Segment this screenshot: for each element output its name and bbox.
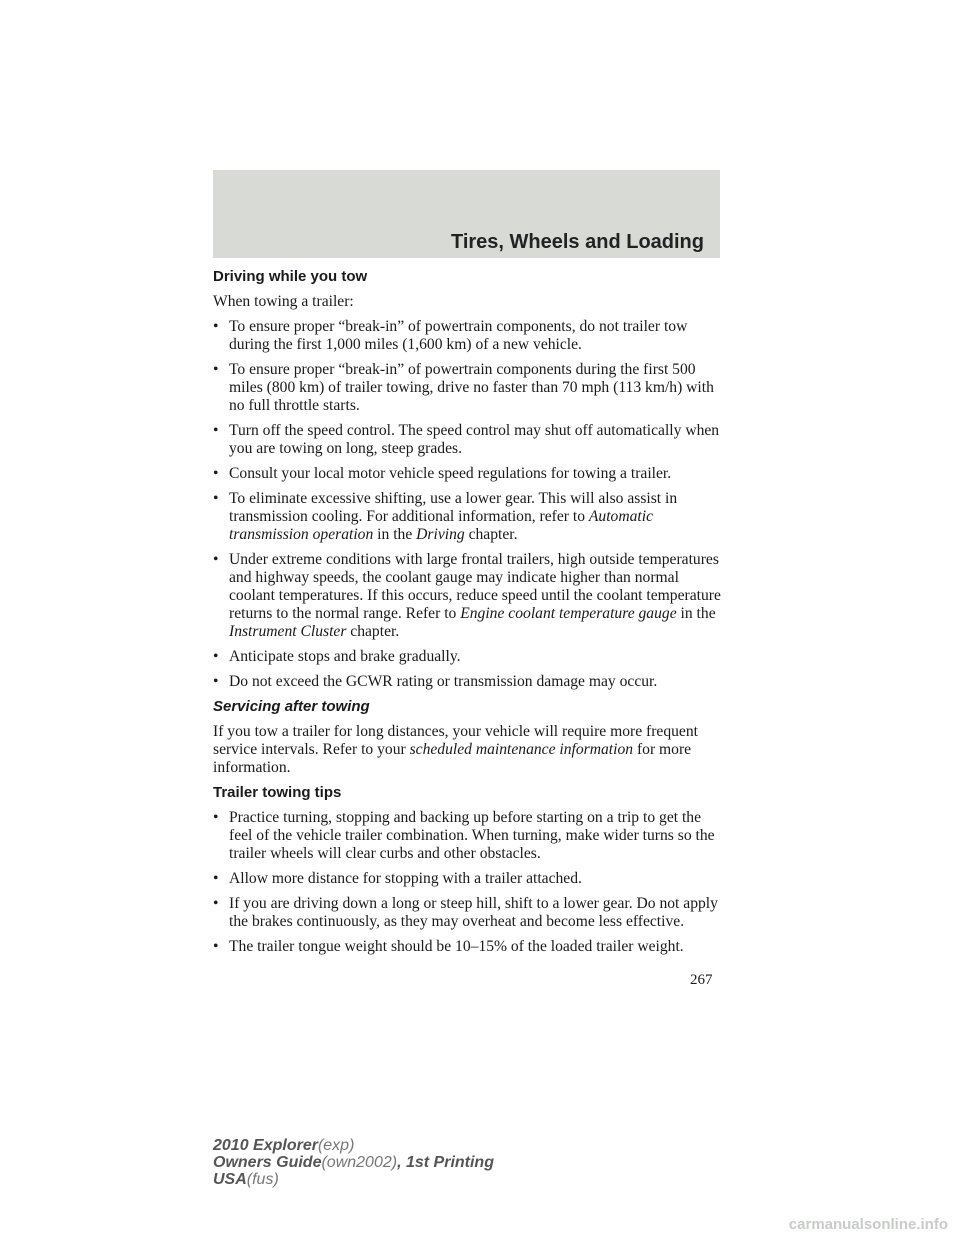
list-item: • Turn off the speed control. The speed control may shut off automatically when you are towing on long, steep grades. [213, 422, 720, 457]
bullet-icon: • [213, 361, 219, 378]
heading-servicing-after-towing: Servicing after towing [213, 698, 370, 715]
list-item: • To eliminate excessive shifting, use a lower gear. This will also assist in transmission cooling. For additional information, refer to Automatic transmission operation in the Driving chapter. [213, 490, 678, 543]
tips-bullet-list [213, 809, 728, 956]
list-item: • The trailer tongue weight should be 10–15% of the loaded trailer weight. [213, 938, 684, 955]
cross-reference: Automatic transmission operation [229, 508, 654, 543]
driving-bullet-list [213, 318, 728, 691]
watermark: carmanualsonline.info [788, 1216, 948, 1233]
bullet-icon: • [213, 809, 219, 826]
bullet-icon: • [213, 895, 219, 912]
bullet-icon: • [213, 938, 219, 955]
bullet-icon: • [213, 673, 219, 690]
page-content [213, 268, 728, 963]
footer-line-2: Owners Guide(own2002), 1st Printing [213, 1154, 494, 1171]
footer-line-1: 2010 Explorer(exp) [213, 1137, 355, 1154]
list-item: • Consult your local motor vehicle speed regulations for towing a trailer. [213, 465, 672, 482]
driving-intro: When towing a trailer: [213, 293, 354, 310]
cross-reference: Engine coolant temperature gauge [460, 605, 677, 622]
list-item: • If you are driving down a long or steep hill, shift to a lower gear. Do not apply the brakes continuously, as they may overheat and become less effective. [213, 895, 718, 930]
page-number: 267 [690, 972, 713, 988]
chapter-title: Tires, Wheels and Loading [450, 231, 704, 253]
list-item: • Practice turning, stopping and backing up before starting on a trip to get the feel of the vehicle trailer combination. When turning, make wider turns so the trailer wheels will clear curbs and other obstacles. [213, 809, 715, 862]
bullet-icon: • [213, 422, 219, 439]
bullet-icon: • [213, 870, 219, 887]
cross-reference: Driving [416, 526, 465, 543]
list-item: • Allow more distance for stopping with a trailer attached. [213, 870, 582, 887]
bullet-icon: • [213, 318, 219, 335]
document-footer [213, 1137, 494, 1188]
list-item: • Under extreme conditions with large frontal trailers, high outside temperatures and highway speeds, the coolant gauge may indicate higher than normal coolant temperatures. If this occurs, reduce speed until the coolant temperature returns to the normal range. Refer to Engine coolant temperature gauge in the Instrument Cluster chapter. [213, 551, 721, 640]
list-item: • Do not exceed the GCWR rating or transmission damage may occur. [213, 673, 658, 690]
servicing-paragraph: If you tow a trailer for long distances, your vehicle will require more frequent service intervals. Refer to your scheduled maintenance information for more information. [213, 723, 698, 776]
cross-reference: Instrument Cluster [229, 623, 347, 640]
heading-driving-while-you-tow: Driving while you tow [213, 268, 368, 285]
list-item: • To ensure proper “break-in” of powertrain components, do not trailer tow during the first 1,000 miles (1,600 km) of a new vehicle. [213, 318, 688, 353]
bullet-icon: • [213, 490, 219, 507]
heading-trailer-towing-tips: Trailer towing tips [213, 784, 342, 801]
chapter-header-band [213, 170, 720, 258]
list-item: • Anticipate stops and brake gradually. [213, 648, 461, 665]
cross-reference: scheduled maintenance information [409, 741, 634, 758]
bullet-icon: • [213, 465, 219, 482]
bullet-icon: • [213, 551, 219, 568]
bullet-icon: • [213, 648, 219, 665]
list-item: • To ensure proper “break-in” of powertrain components during the first 500 miles (800 km) of trailer towing, drive no faster than 70 mph (113 km/h) with no full throttle starts. [213, 361, 714, 414]
footer-line-3: USA(fus) [213, 1171, 279, 1188]
